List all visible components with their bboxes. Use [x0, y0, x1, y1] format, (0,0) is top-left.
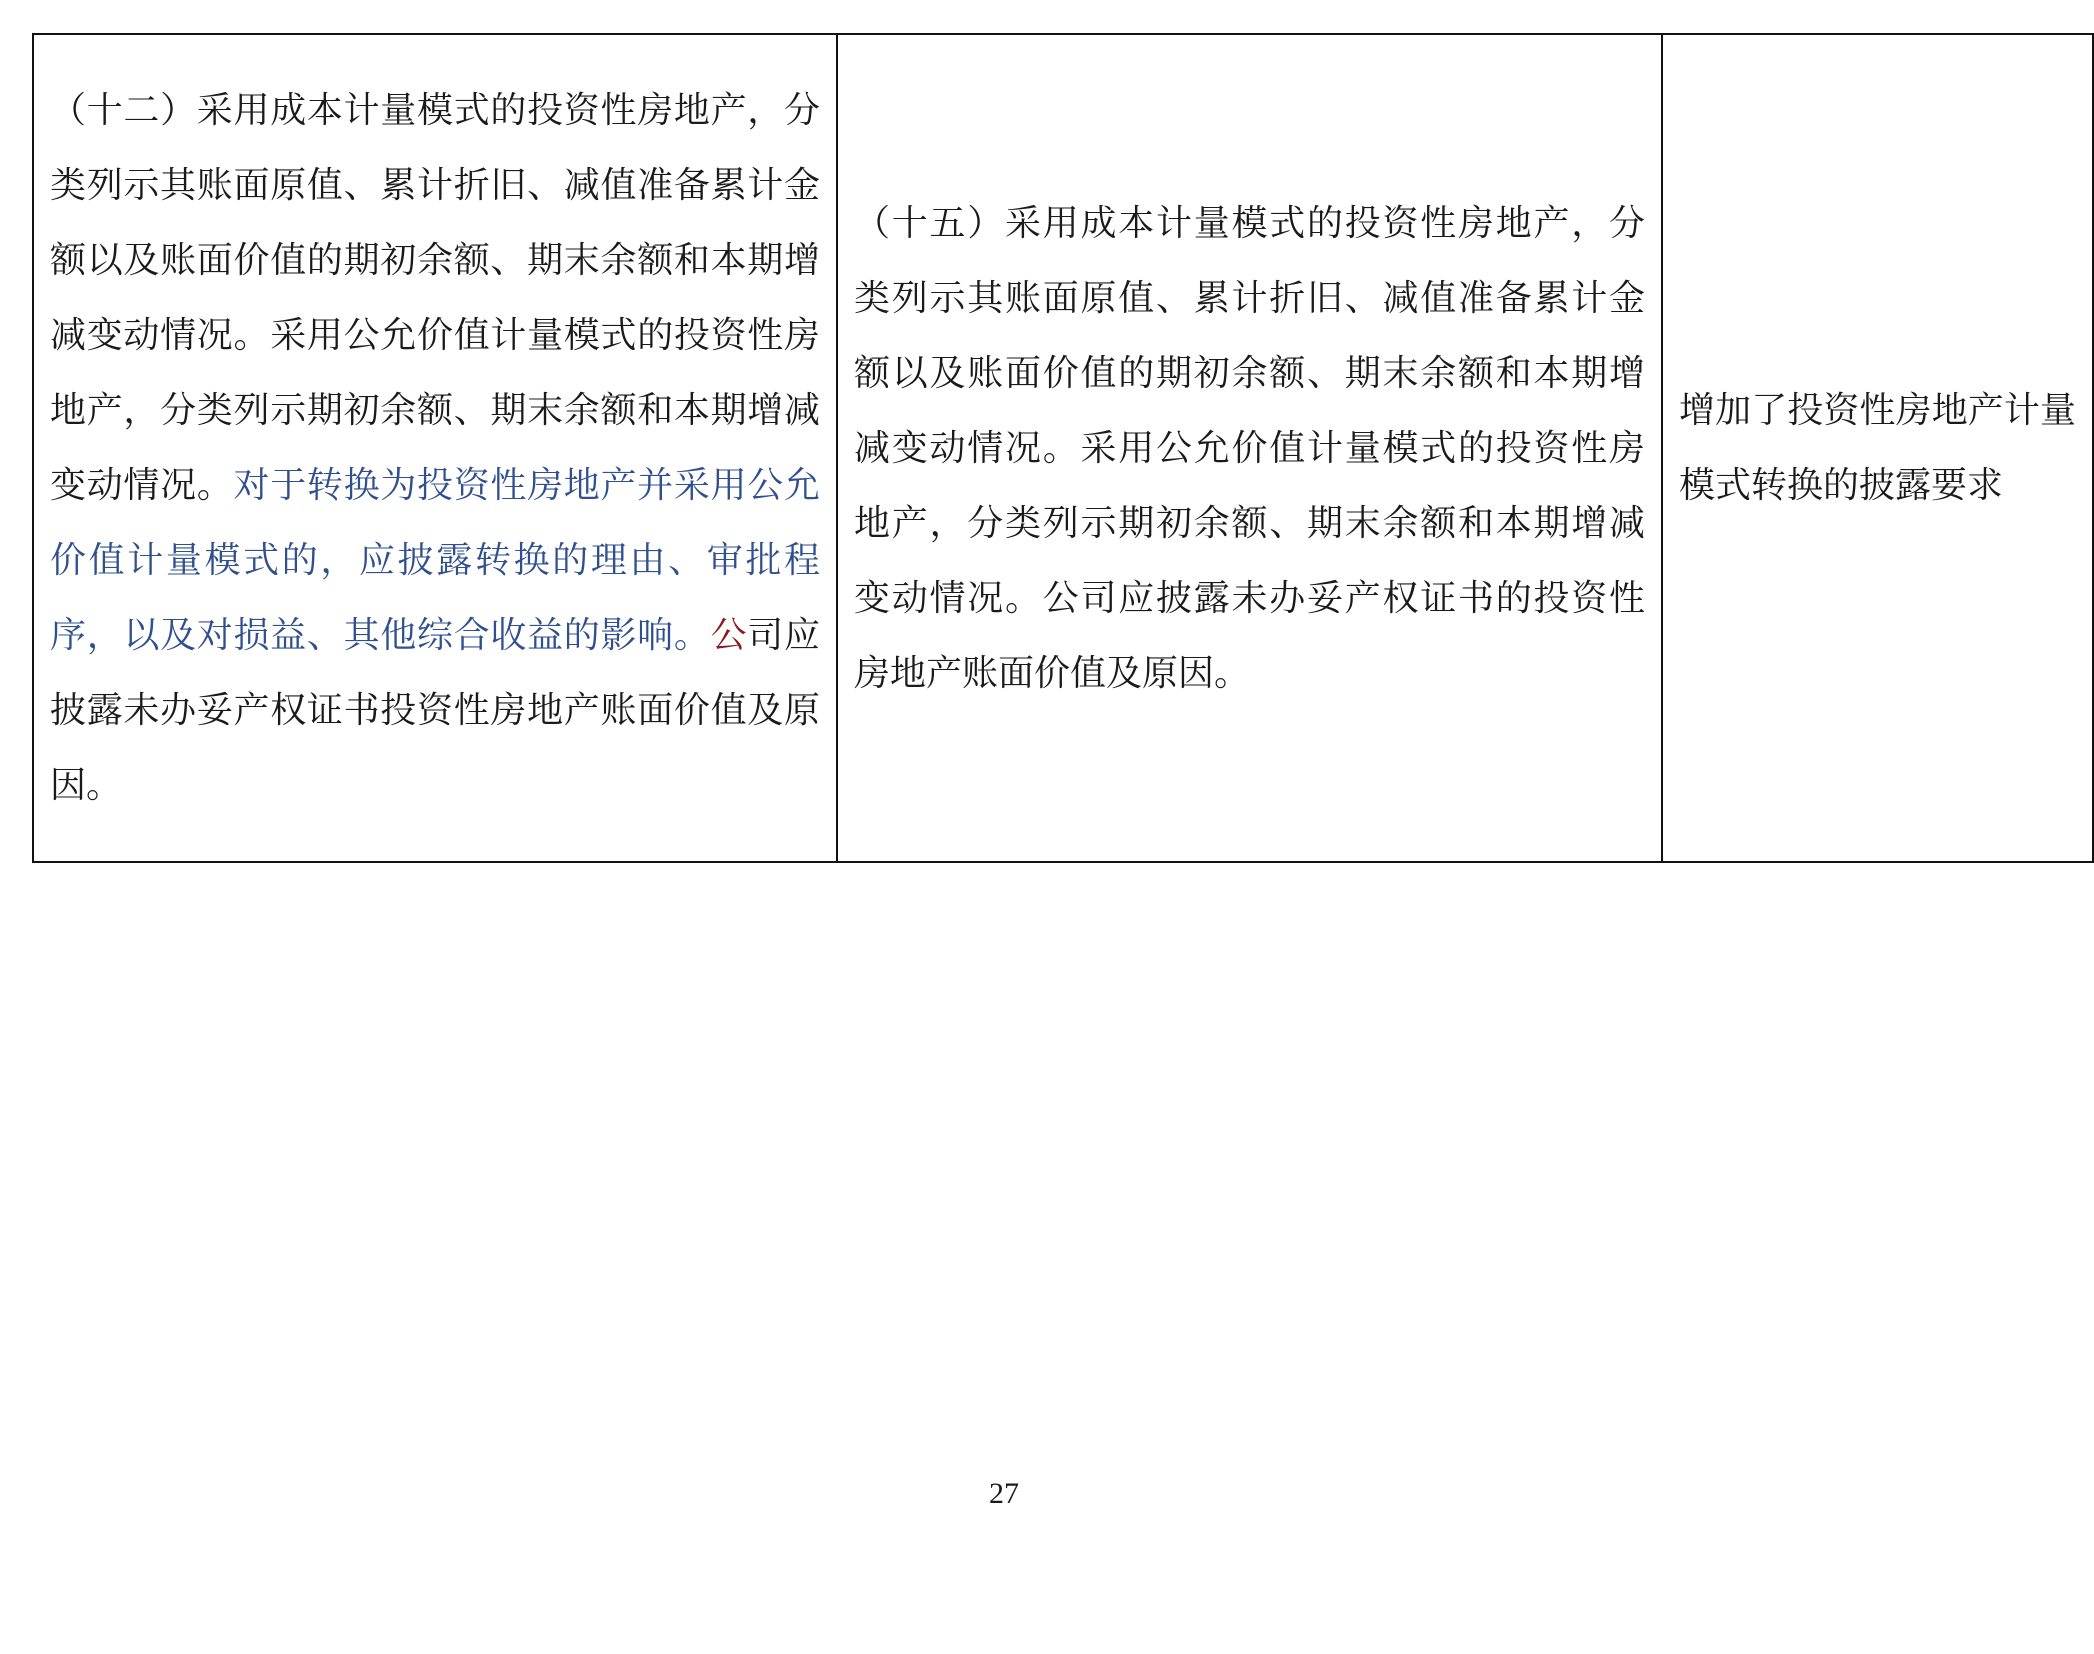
old-provision-cell — [33, 34, 837, 862]
change-note-text: 增加了投资性房地产计量模式转换的披露要求 — [1679, 390, 2076, 506]
old-provision-text — [50, 73, 820, 823]
old-provision-text-plain: （十二）采用成本计量模式的投资性房地产，分类列示其账面原值、累计折旧、减值准备累计金额以及账面价值的期初余额、期末余额和本期增减变动情况。采用公允价值计量模式的投资性房地产，分类列示期初余额、期末余额和本期增减变动情况。 — [50, 90, 820, 506]
table-row — [33, 34, 2093, 862]
change-note-cell — [1662, 34, 2093, 862]
page-number: 27 — [989, 1477, 1019, 1510]
new-provision-cell — [837, 34, 1662, 862]
new-provision-text: （十五）采用成本计量模式的投资性房地产，分类列示其账面原值、累计折旧、减值准备累计金额以及账面价值的期初余额、期末余额和本期增减变动情况。采用公允价值计量模式的投资性房地产，分类列示期初余额、期末余额和本期增减变动情况。公司应披露未办妥产权证书的投资性房地产账面价值及原因。 — [854, 202, 1645, 694]
old-provision-text-highlight-red: 公 — [710, 615, 748, 656]
old-provision-text-highlight-blue: 对于转换为投资性房地产并采用公允价值计量模式的，应披露转换的理由、审批程序，以及对损益、其他综合收益的影响。 — [50, 465, 820, 656]
comparison-table — [32, 33, 2094, 863]
old-provision-text-tail: 司应披露未办妥产权证书投资性房地产账面价值及原因。 — [50, 615, 820, 806]
